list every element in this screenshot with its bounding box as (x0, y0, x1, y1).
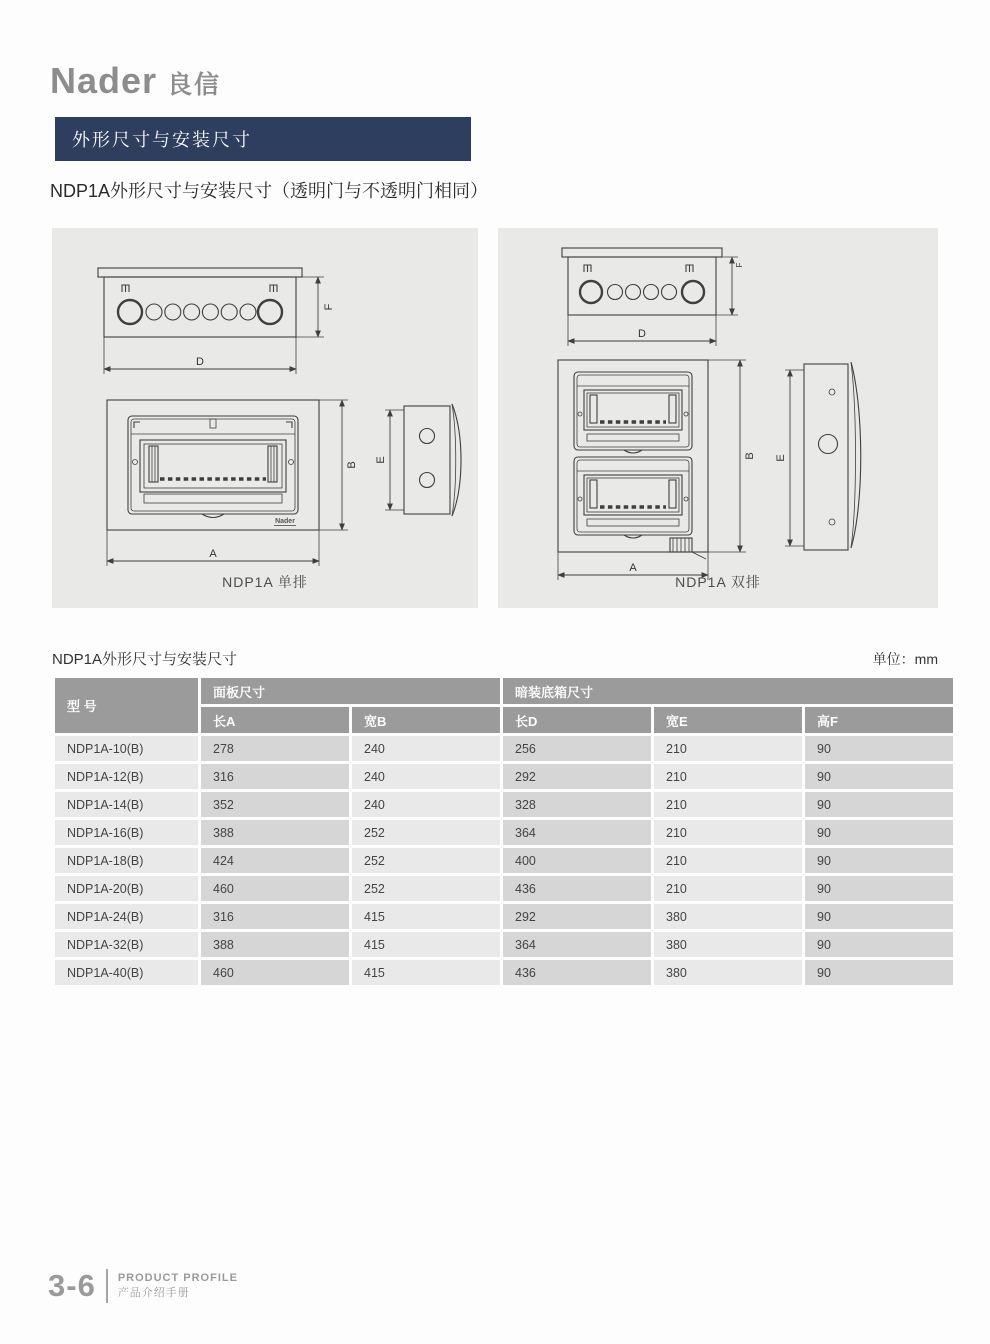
section-title: 外形尺寸与安装尺寸 (72, 130, 252, 150)
double-top-view (562, 248, 744, 346)
double-front-view (558, 360, 756, 580)
table-title-row (52, 648, 938, 669)
cell-e: 210 (654, 764, 802, 789)
table-row (55, 820, 953, 845)
cell-b: 240 (352, 736, 500, 761)
table-row (55, 848, 953, 873)
table-row (55, 904, 953, 929)
cell-a: 316 (201, 764, 349, 789)
table-row (55, 876, 953, 901)
footer-label-cn: 产品介绍手册 (117, 1287, 190, 1299)
cell-d: 364 (503, 820, 651, 845)
table-row (55, 764, 953, 789)
cell-e: 210 (654, 792, 802, 817)
cell-b: 415 (352, 960, 500, 985)
dim-label-e: E (775, 454, 787, 462)
dimension-table (52, 675, 956, 988)
table-row (55, 932, 953, 957)
cell-model: NDP1A-40(B) (55, 960, 198, 985)
cell-e: 210 (654, 848, 802, 873)
table-body (55, 736, 953, 985)
double-row-drawing (498, 228, 938, 608)
table-group-header-row (55, 678, 953, 704)
cell-f: 90 (805, 820, 953, 845)
cell-e: 210 (654, 736, 802, 761)
single-row-drawing (52, 228, 478, 608)
cell-d: 328 (503, 792, 651, 817)
diagram-panel-double-row (498, 228, 938, 608)
cell-b: 252 (352, 876, 500, 901)
footer-page-number: 3-6 (48, 1268, 96, 1303)
cell-d: 400 (503, 848, 651, 873)
cell-b: 415 (352, 904, 500, 929)
cell-f: 90 (805, 764, 953, 789)
footer-label-en: PRODUCT PROFILE (117, 1272, 238, 1285)
dim-label-f: F (323, 303, 335, 311)
cell-f: 90 (805, 736, 953, 761)
dim-label-d: D (196, 356, 204, 368)
single-front-view (107, 400, 358, 566)
single-row-caption: NDP1A 单排 (222, 574, 308, 590)
cell-b: 240 (352, 764, 500, 789)
dim-label-a: A (209, 548, 217, 560)
single-side-view (375, 404, 461, 516)
footer-labels (118, 1271, 238, 1301)
header-wid-e: 宽E (654, 707, 802, 733)
dim-label-d: D (638, 328, 646, 340)
table-row (55, 792, 953, 817)
brand-logo-chinese: 良信 (167, 71, 222, 99)
cell-f: 90 (805, 848, 953, 873)
table-row (55, 736, 953, 761)
cell-model: NDP1A-12(B) (55, 764, 198, 789)
dim-label-a: A (629, 562, 637, 574)
cell-e: 380 (654, 960, 802, 985)
cell-a: 460 (201, 876, 349, 901)
cell-d: 364 (503, 932, 651, 957)
dim-label-b: B (346, 461, 358, 469)
table-unit-label: 单位：mm (872, 651, 938, 667)
cell-e: 210 (654, 876, 802, 901)
cell-a: 460 (201, 960, 349, 985)
dim-label-e: E (375, 456, 387, 464)
cell-f: 90 (805, 932, 953, 957)
cell-f: 90 (805, 792, 953, 817)
cell-f: 90 (805, 876, 953, 901)
drawing-mini-logo: Nader (275, 518, 295, 525)
header-wid-b: 宽B (352, 707, 500, 733)
cell-model: NDP1A-14(B) (55, 792, 198, 817)
page-subtitle: NDP1A外形尺寸与安装尺寸（透明门与不透明门相同） (50, 181, 489, 201)
cell-model: NDP1A-32(B) (55, 932, 198, 957)
header-len-d: 长D (503, 707, 651, 733)
section-banner (55, 117, 471, 161)
page-footer (48, 1268, 238, 1304)
single-top-view (98, 268, 335, 374)
header-model: 型 号 (55, 678, 198, 733)
table-title: NDP1A外形尺寸与安装尺寸 (52, 651, 238, 668)
cell-e: 210 (654, 820, 802, 845)
cell-a: 388 (201, 932, 349, 957)
brand-logo (50, 60, 221, 102)
dim-label-f: F (735, 262, 744, 268)
diagram-panel-single-row (52, 228, 478, 608)
cell-a: 424 (201, 848, 349, 873)
cell-b: 252 (352, 848, 500, 873)
header-hgt-f: 高F (805, 707, 953, 733)
header-panel-group: 面板尺寸 (201, 678, 500, 704)
cell-d: 292 (503, 904, 651, 929)
cell-model: NDP1A-20(B) (55, 876, 198, 901)
cell-e: 380 (654, 932, 802, 957)
cell-model: NDP1A-10(B) (55, 736, 198, 761)
dim-label-b: B (744, 452, 756, 460)
brand-logo-text: Nader (50, 60, 158, 101)
cell-d: 436 (503, 960, 651, 985)
cell-model: NDP1A-16(B) (55, 820, 198, 845)
cell-a: 352 (201, 792, 349, 817)
cell-a: 316 (201, 904, 349, 929)
table-row (55, 960, 953, 985)
cell-f: 90 (805, 960, 953, 985)
cell-model: NDP1A-18(B) (55, 848, 198, 873)
cell-d: 292 (503, 764, 651, 789)
cell-a: 388 (201, 820, 349, 845)
cell-d: 436 (503, 876, 651, 901)
header-len-a: 长A (201, 707, 349, 733)
header-box-group: 暗装底箱尺寸 (503, 678, 953, 704)
cell-a: 278 (201, 736, 349, 761)
cell-b: 415 (352, 932, 500, 957)
cell-d: 256 (503, 736, 651, 761)
cell-model: NDP1A-24(B) (55, 904, 198, 929)
cell-b: 240 (352, 792, 500, 817)
double-side-view (775, 362, 861, 550)
cell-b: 252 (352, 820, 500, 845)
cell-e: 380 (654, 904, 802, 929)
footer-divider (106, 1269, 108, 1303)
cell-f: 90 (805, 904, 953, 929)
double-row-caption: NDP1A 双排 (675, 574, 761, 590)
